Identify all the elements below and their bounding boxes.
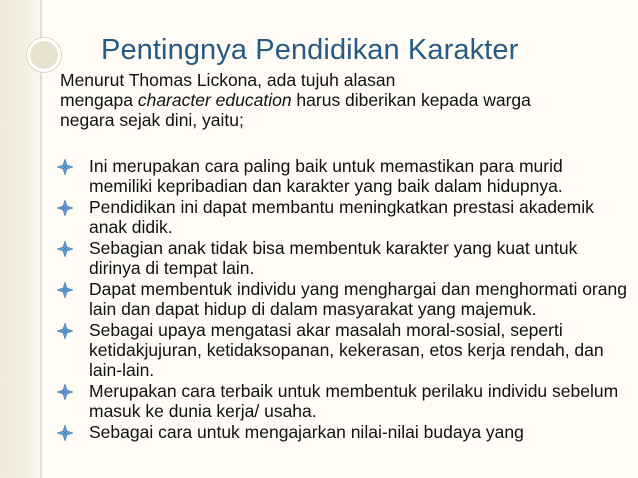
diamond-bullet-icon: [57, 282, 73, 298]
diamond-petal-svg: [57, 200, 73, 216]
bullet-text: Sebagian anak tidak bisa membentuk karakter yang kuat untuk dirinya di tempat lain.: [89, 238, 578, 278]
list-item: [57, 197, 627, 237]
diamond-petal-svg: [57, 282, 73, 298]
intro-line-2: [60, 90, 620, 110]
bullet-text: Dapat membentuk individu yang menghargai dan menghormati orang lain dan dapat hidup di dalam masyarakat yang majemuk.: [89, 279, 627, 319]
diamond-bullet-icon: [57, 384, 73, 400]
intro-line-1: Menurut Thomas Lickona, ada tujuh alasan: [60, 70, 396, 90]
bullet-text: Ini merupakan cara paling baik untuk memastikan para murid memiliki kepribadian dan karakter yang baik dalam hidupnya.: [89, 156, 563, 196]
intro-line-3: negara sejak dini, yaitu;: [60, 110, 244, 130]
list-item: [57, 422, 627, 442]
list-item: [57, 238, 627, 278]
bullet-text: Sebagai cara untuk mengajarkan nilai-nilai budaya yang: [89, 422, 524, 442]
list-item: [57, 320, 627, 380]
slide-title: Pentingnya Pendidikan Karakter: [101, 34, 519, 66]
diamond-petal-svg: [57, 323, 73, 339]
reasons-list: [57, 156, 627, 443]
diamond-bullet-icon: [57, 159, 73, 175]
bullet-text: Sebagai upaya mengatasi akar masalah moral-sosial, seperti ketidakjujuran, ketidaksopanan, kekerasan, etos kerja rendah, dan lain-lain.: [89, 320, 604, 380]
diamond-petal-svg: [57, 159, 73, 175]
left-decorative-band: [0, 0, 40, 478]
ornament-ring-icon: [27, 38, 61, 72]
intro-paragraph: [60, 70, 620, 130]
list-item: [57, 156, 627, 196]
diamond-bullet-icon: [57, 323, 73, 339]
diamond-bullet-icon: [57, 241, 73, 257]
diamond-petal-svg: [57, 241, 73, 257]
intro-line-2-italic: character education: [137, 90, 292, 110]
diamond-petal-svg: [57, 425, 73, 441]
diamond-petal-svg: [57, 384, 73, 400]
bullet-text: Pendidikan ini dapat membantu meningkatkan prestasi akademik anak didik.: [89, 197, 594, 237]
bullet-text: Merupakan cara terbaik untuk membentuk perilaku individu sebelum masuk ke dunia kerja/ usaha.: [89, 381, 619, 421]
intro-line-2-after: harus diberikan kepada warga: [291, 90, 531, 110]
list-item: [57, 381, 627, 421]
intro-line-2-before: mengapa: [60, 90, 138, 110]
list-item: [57, 279, 627, 319]
diamond-bullet-icon: [57, 200, 73, 216]
diamond-bullet-icon: [57, 425, 73, 441]
